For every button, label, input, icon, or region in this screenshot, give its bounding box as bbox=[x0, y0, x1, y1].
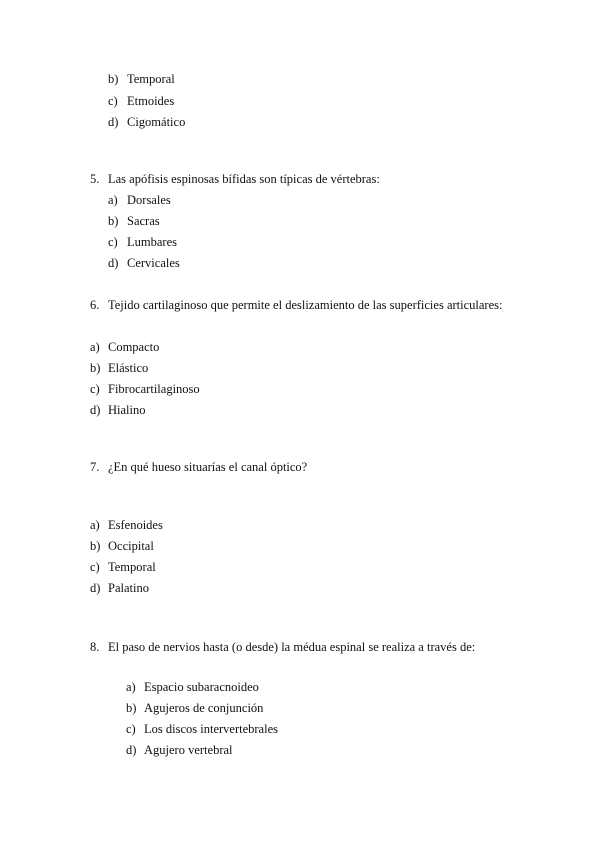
question-number: 8. bbox=[90, 640, 100, 654]
option-text: Hialino bbox=[108, 403, 146, 417]
option-label: b) bbox=[108, 214, 119, 228]
option-label: d) bbox=[108, 115, 119, 129]
question-text: ¿En qué hueso situarías el canal óptico? bbox=[108, 460, 308, 474]
option-text: Etmoides bbox=[127, 94, 175, 108]
option-text: Cervicales bbox=[127, 256, 180, 270]
option-text: Temporal bbox=[127, 72, 175, 86]
option-text: Agujero vertebral bbox=[144, 743, 233, 757]
option-text: Temporal bbox=[108, 560, 156, 574]
option-label: d) bbox=[108, 256, 119, 270]
option-label: b) bbox=[90, 361, 101, 375]
option-label: d) bbox=[90, 403, 101, 417]
option-label: a) bbox=[108, 193, 118, 207]
option-text: Occipital bbox=[108, 539, 154, 553]
question-text: El paso de nervios hasta (o desde) la médua espinal se realiza a través de: bbox=[108, 640, 476, 654]
option-text: Dorsales bbox=[127, 193, 171, 207]
option-text: Esfenoides bbox=[108, 518, 163, 532]
option-label: c) bbox=[90, 382, 100, 396]
option-text: Fibrocartilaginoso bbox=[108, 382, 200, 396]
option-text: Lumbares bbox=[127, 235, 177, 249]
option-text: Palatino bbox=[108, 581, 149, 595]
option-label: a) bbox=[126, 680, 136, 694]
question-text: Las apófisis espinosas bífidas son típicas de vértebras: bbox=[108, 172, 380, 186]
question-number: 5. bbox=[90, 172, 100, 186]
question-number: 6. bbox=[90, 298, 100, 312]
option-label: b) bbox=[90, 539, 101, 553]
option-label: c) bbox=[108, 94, 118, 108]
option-label: b) bbox=[126, 701, 137, 715]
option-label: c) bbox=[126, 722, 136, 736]
option-text: Espacio subaracnoideo bbox=[144, 680, 259, 694]
option-label: c) bbox=[90, 560, 100, 574]
option-label: a) bbox=[90, 518, 100, 532]
option-text: Sacras bbox=[127, 214, 160, 228]
option-text: Compacto bbox=[108, 340, 160, 354]
question-text: Tejido cartilaginoso que permite el deslizamiento de las superficies articulares: bbox=[108, 298, 503, 312]
option-text: Los discos intervertebrales bbox=[144, 722, 278, 736]
option-label: a) bbox=[90, 340, 100, 354]
option-label: b) bbox=[108, 72, 119, 86]
option-text: Elástico bbox=[108, 361, 149, 375]
option-label: d) bbox=[126, 743, 137, 757]
option-label: d) bbox=[90, 581, 101, 595]
option-text: Agujeros de conjunción bbox=[144, 701, 264, 715]
option-label: c) bbox=[108, 235, 118, 249]
option-text: Cigomático bbox=[127, 115, 186, 129]
question-number: 7. bbox=[90, 460, 100, 474]
